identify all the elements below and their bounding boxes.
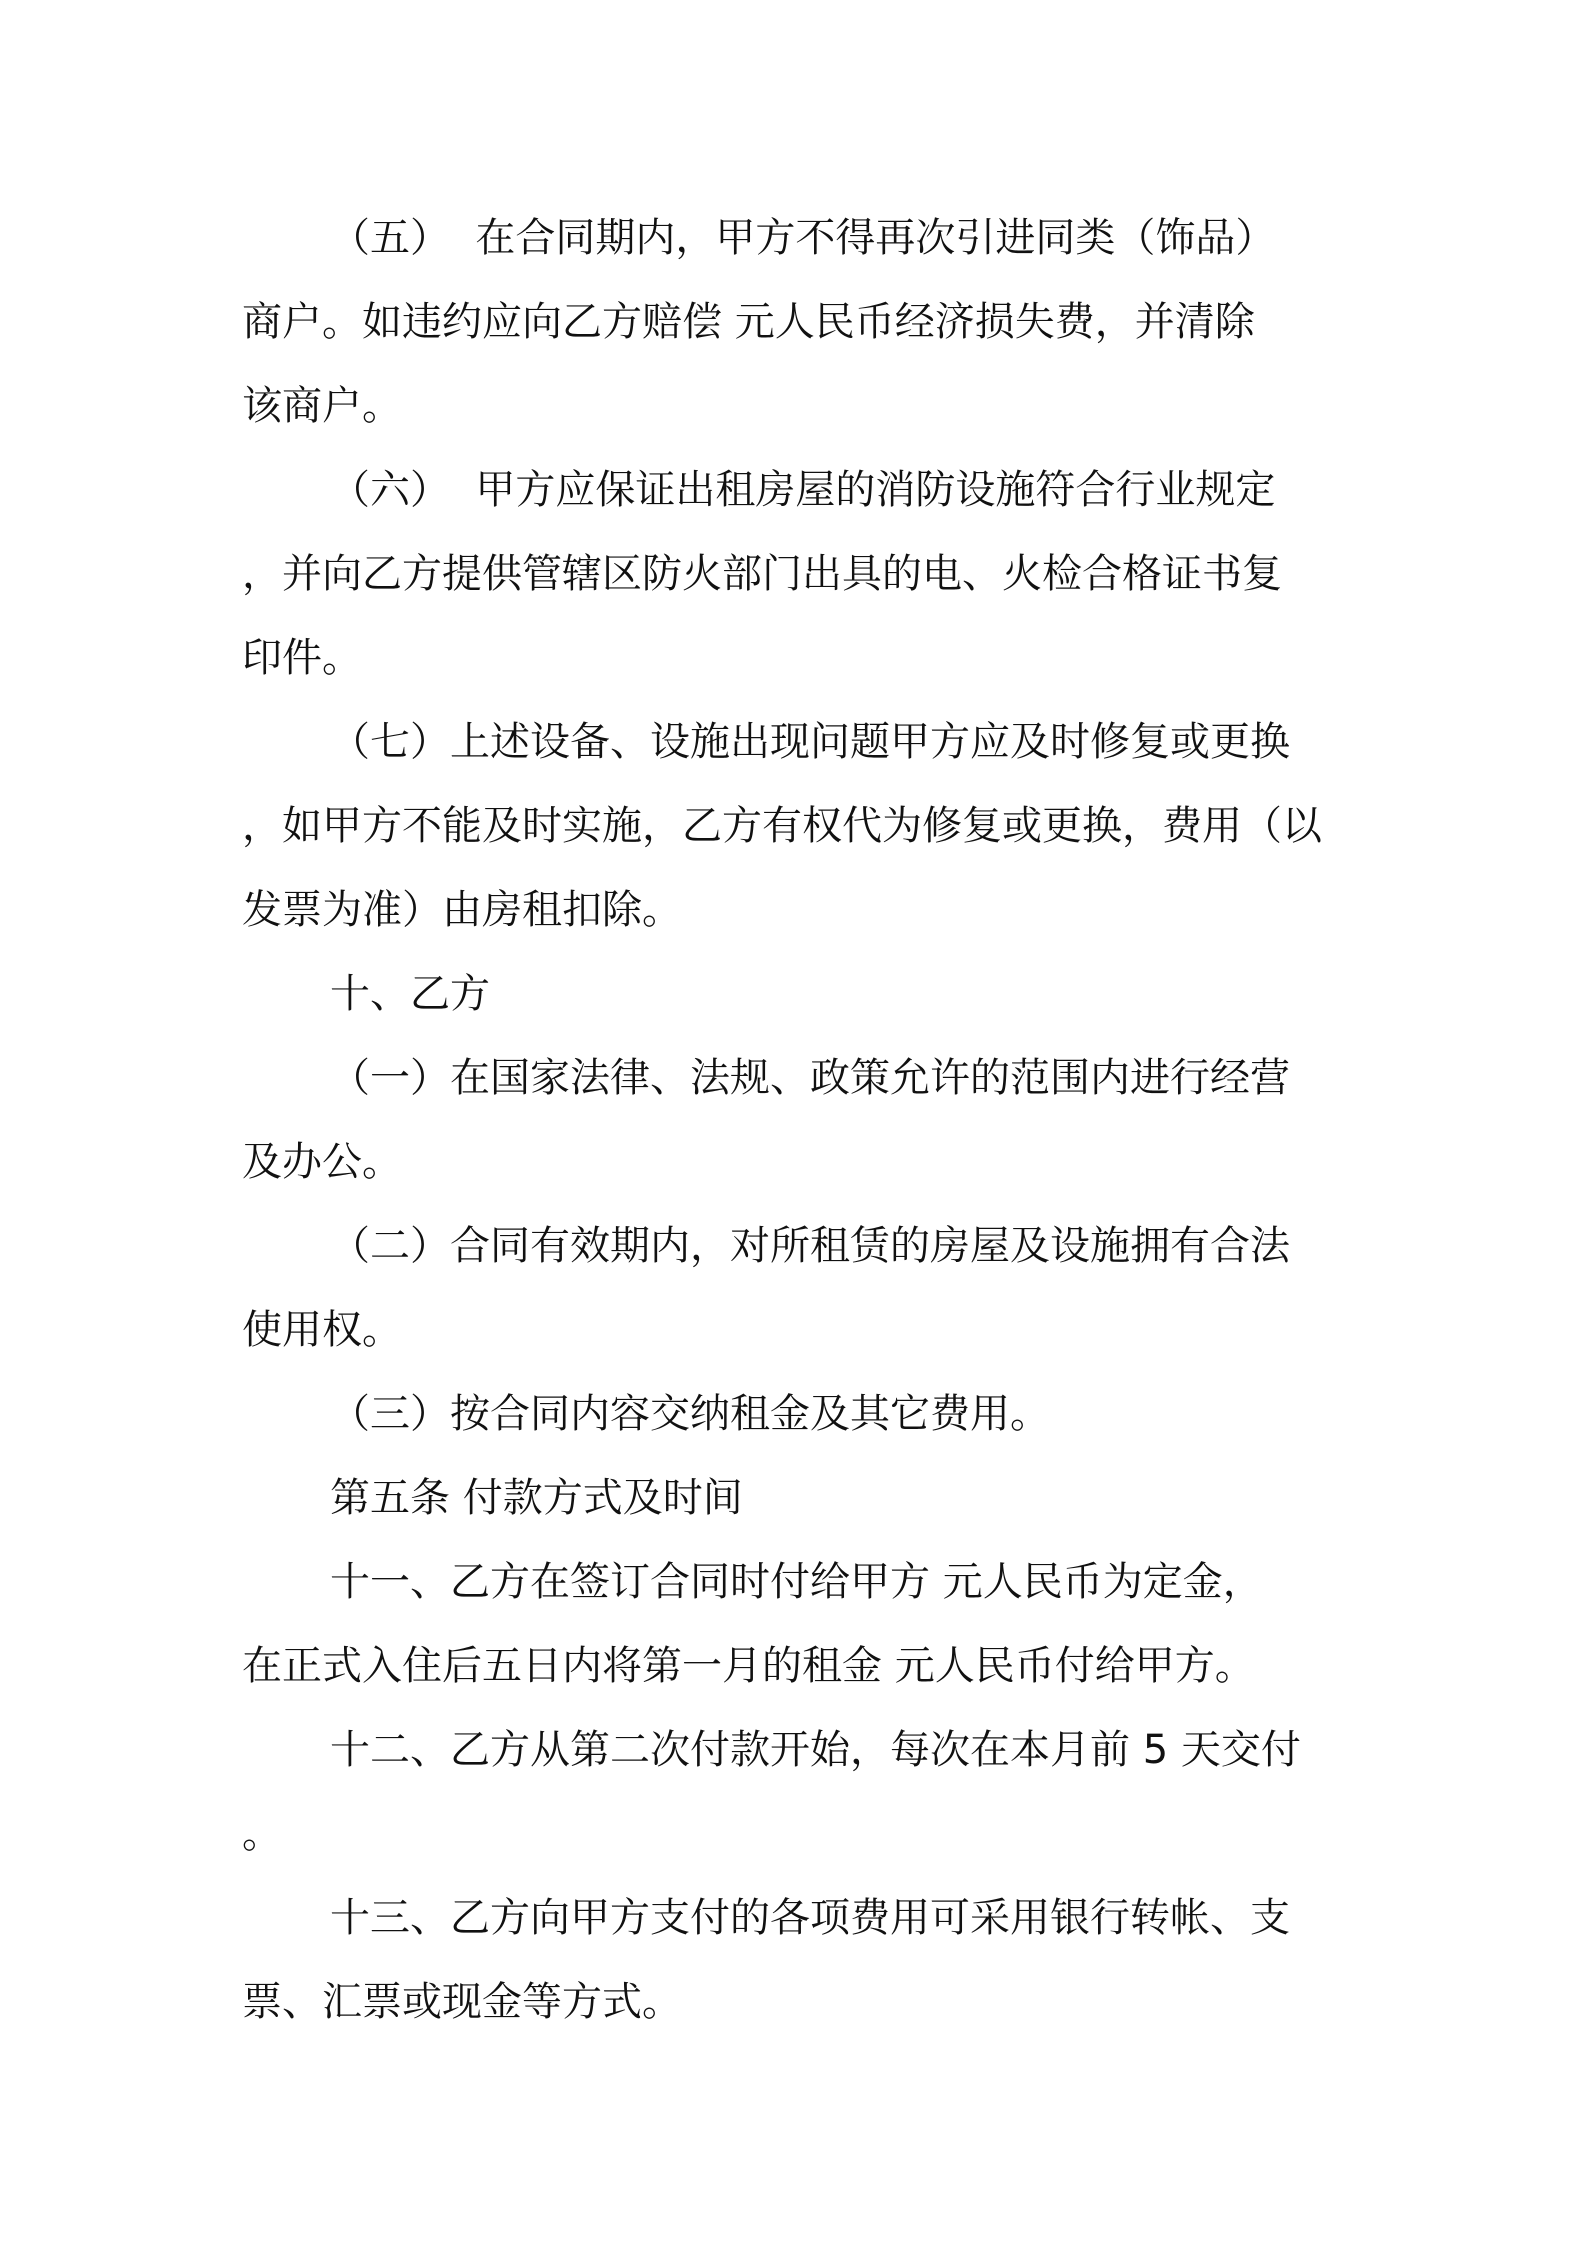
section-heading-10 [242,952,1352,1036]
text-line: 十三、乙方向甲方支付的各项费用可采用银行转帐、支 [330,1895,1290,1941]
text-line: 票、汇票或现金等方式。 [242,1979,682,2025]
paragraph-b-item-3 [242,1372,1352,1456]
paragraph-b-item-2 [242,1204,1352,1372]
text-line: 及办公。 [242,1139,402,1185]
text-line: 第五条 付款方式及时间 [330,1475,743,1521]
text-line: 使用权。 [242,1307,402,1353]
paragraph-item-7 [242,700,1352,952]
text-line: （三）按合同内容交纳租金及其它费用。 [330,1391,1050,1437]
paragraph-item-5 [242,196,1352,448]
text-line: 在正式入住后五日内将第一月的租金 元人民币付给甲方。 [242,1643,1255,1689]
paragraph-section-12 [242,1708,1352,1876]
text-line: （七）上述设备、设施出现问题甲方应及时修复或更换 [330,719,1290,765]
paragraph-section-13 [242,1876,1352,2044]
text-line: （五） 在合同期内，甲方不得再次引进同类（饰品） [330,215,1276,261]
text-line: 印件。 [242,635,362,681]
paragraph-section-11 [242,1540,1352,1708]
text-line: 该商户。 [242,383,402,429]
text-line: （二）合同有效期内，对所租赁的房屋及设施拥有合法 [330,1223,1290,1269]
text-line: 十一、乙方在签订合同时付给甲方 元人民币为定金， [330,1559,1263,1605]
text-line: 十、乙方 [330,971,490,1017]
document-body [242,196,1352,2044]
text-line: ，如甲方不能及时实施，乙方有权代为修复或更换，费用（以 [242,803,1322,849]
article-heading-5 [242,1456,1352,1540]
text-line: （一）在国家法律、法规、政策允许的范围内进行经营 [330,1055,1290,1101]
text-line: 。 [242,1811,282,1857]
text-line: （六） 甲方应保证出租房屋的消防设施符合行业规定 [330,467,1276,513]
text-line: ，并向乙方提供管辖区防火部门出具的电、火检合格证书复 [242,551,1282,597]
text-line: 商户。如违约应向乙方赔偿 元人民币经济损失费，并清除 [242,299,1255,345]
paragraph-item-6 [242,448,1352,700]
text-line: 发票为准）由房租扣除。 [242,887,682,933]
text-line: 十二、乙方从第二次付款开始，每次在本月前 5 天交付 [330,1727,1301,1773]
paragraph-b-item-1 [242,1036,1352,1204]
